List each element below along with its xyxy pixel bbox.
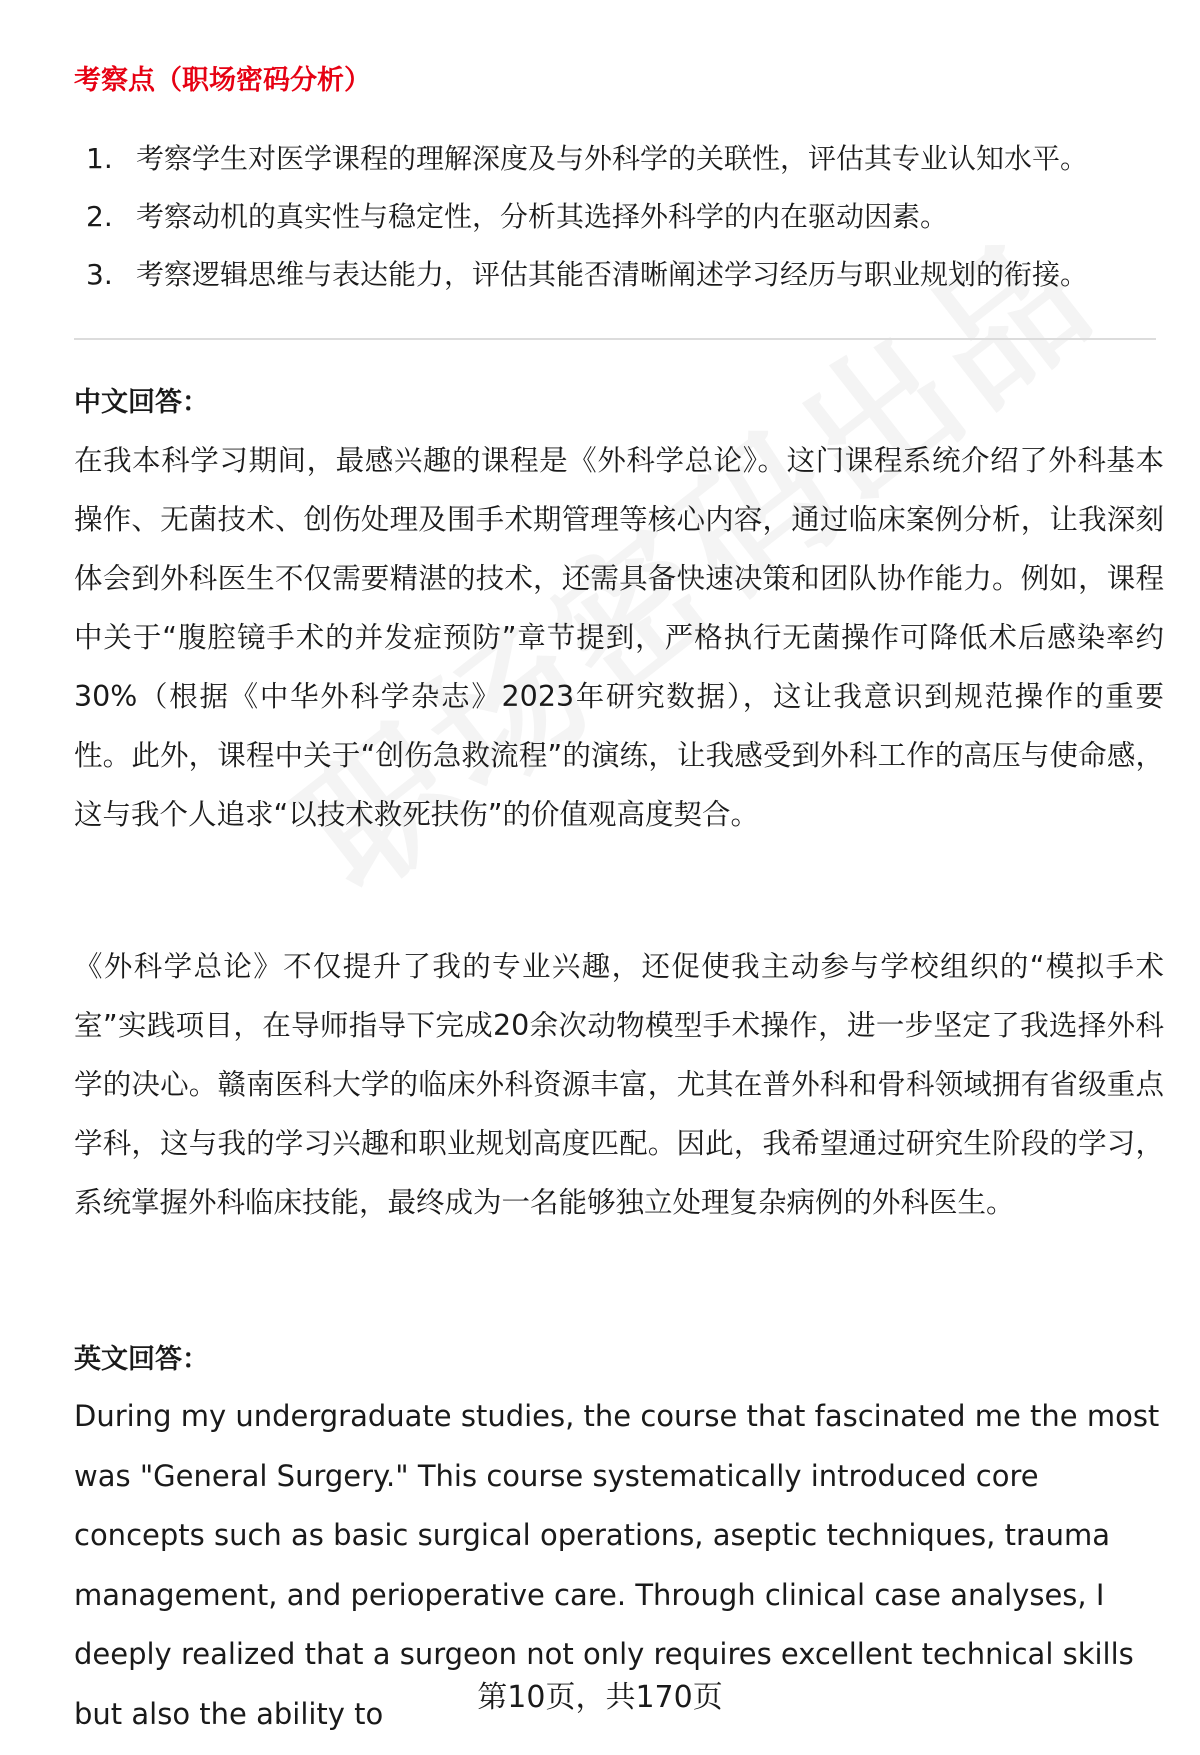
list-item-text: 考察学生对医学课程的理解深度及与外科学的关联性，评估其专业认知水平。: [136, 142, 1089, 175]
list-item-text: 考察动机的真实性与稳定性，分析其选择外科学的内在驱动因素。: [136, 200, 949, 233]
chinese-answer-heading: 中文回答：: [74, 387, 209, 418]
list-item-number: 2.: [86, 200, 113, 233]
section-divider: [74, 338, 1156, 340]
list-item-number: 1.: [86, 142, 113, 175]
list-item: [74, 188, 1154, 246]
exam-points-list: [74, 130, 1154, 304]
list-item: [74, 246, 1154, 304]
list-item: [74, 130, 1154, 188]
list-item-text: 考察逻辑思维与表达能力，评估其能否清晰阐述学习经历与职业规划的衔接。: [136, 258, 1089, 291]
list-item-number: 3.: [86, 258, 113, 291]
english-answer-heading: 英文回答：: [74, 1344, 209, 1375]
chinese-answer-paragraph-2: 《外科学总论》不仅提升了我的专业兴趣，还促使我主动参与学校组织的“模拟手术室”实践项目，在导师指导下完成20余次动物模型手术操作，进一步坚定了我选择外科学的决心。赣南医科大学的临床外科资源丰富，尤其在普外科和骨科领域拥有省级重点学科，这与我的学习兴趣和职业规划高度匹配。因此，我希望通过研究生阶段的学习，系统掌握外科临床技能，最终成为一名能够独立处理复杂病例的外科医生。: [74, 950, 1164, 1219]
exam-points-title: 考察点（职场密码分析）: [74, 65, 371, 96]
page-number-footer: 第10页，共170页: [477, 1680, 723, 1715]
chinese-answer-paragraph-1: 在我本科学习期间，最感兴趣的课程是《外科学总论》。这门课程系统介绍了外科基本操作、无菌技术、创伤处理及围手术期管理等核心内容，通过临床案例分析，让我深刻体会到外科医生不仅需要精湛的技术，还需具备快速决策和团队协作能力。例如，课程中关于“腹腔镜手术的并发症预防”章节提到，严格执行无菌操作可降低术后感染率约30%（根据《中华外科学杂志》2023年研究数据），这让我意识到规范操作的重要性。此外，课程中关于“创伤急救流程”的演练，让我感受到外科工作的高压与使命感，这与我个人追求“以技术救死扶伤”的价值观高度契合。: [74, 444, 1164, 831]
english-answer-paragraph-1: During my undergraduate studies, the course that fascinated me the most was "General Surgery." This course systematically introduced core concepts such as basic surgical operations, aseptic techniques, trauma management, and perioperative care. Through clinical case analyses, I deeply realized that a surgeon not only requires excellent technical skills but also the ability to: [74, 1399, 1160, 1731]
